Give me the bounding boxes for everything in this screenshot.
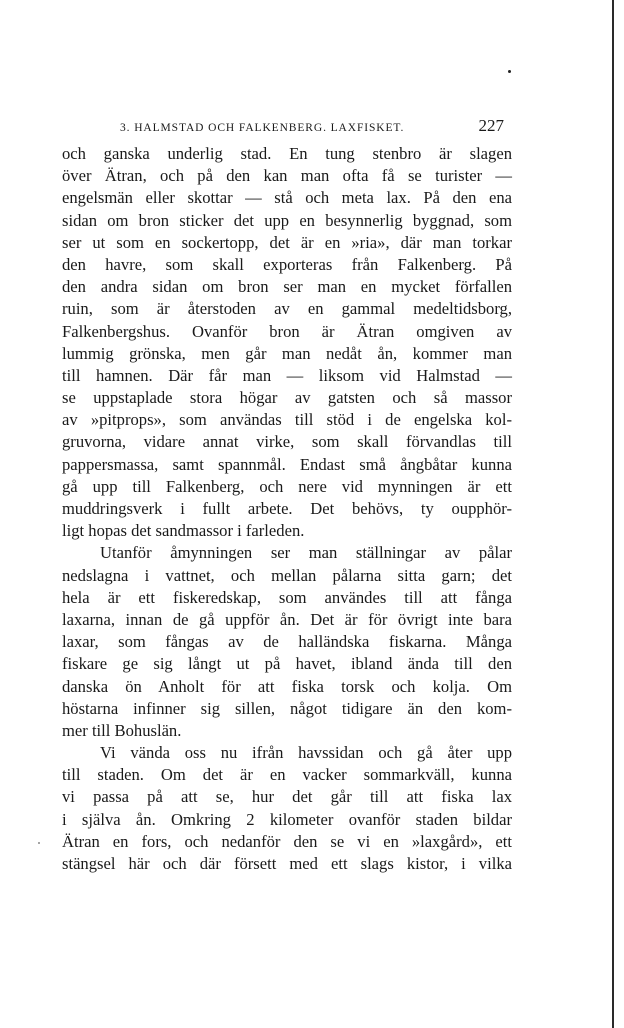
text-line: pappersmassa, samt spannmål. Endast små ångbåtar kunna: [62, 454, 512, 474]
text-line: till hamnen. Där får man — liksom vid Halmstad —: [62, 365, 512, 385]
text-line: höstarna infinner sig sillen, något tidigare än den kom-: [62, 698, 512, 718]
text-line: laxar, som fångas av de halländska fiskarna. Många: [62, 632, 512, 652]
paragraph-end-line: mer till Bohuslän.: [62, 720, 182, 740]
text-line: ser ut som en sockertopp, det är en »ria», där man torkar: [62, 232, 512, 252]
text-line: laxarna, innan de gå uppför ån. Det är för övrigt inte bara: [62, 609, 512, 629]
text-line: muddringsverk i fullt arbete. Det behövs, ty oupphör-: [62, 499, 512, 518]
text-line: av »pitprops», som användas till stöd i de engelska kol-: [62, 410, 512, 430]
text-line: vi passa på att se, hur det går till att fiska lax: [62, 787, 512, 807]
print-speck: [508, 70, 511, 73]
text-line: lummig grönska, men går man nedåt ån, kommer man: [62, 343, 512, 363]
text-line: till staden. Om det är en vacker sommarkväll, kunna: [62, 765, 512, 785]
text-line: över Ätran, och på den kan man ofta få se turister —: [62, 166, 512, 186]
text-line: i själva ån. Omkring 2 kilometer ovanför staden bildar: [62, 809, 512, 829]
text-line: danska ön Anholt för att fiska torsk och kolja. Om: [62, 676, 512, 696]
text-line: sidan om bron sticker det upp en besynnerlig byggnad, som: [62, 210, 512, 230]
text-line: se uppstaplade stora högar av gatsten och så massor: [62, 388, 512, 408]
text-line: nedslagna i vattnet, och mellan pålarna sitta garn; det: [62, 565, 512, 585]
text-line: fiskare ge sig långt ut på havet, ibland ända till den: [62, 654, 512, 674]
text-line: den andra sidan om bron ser man en mycket förfallen: [62, 277, 512, 297]
page-header: [120, 116, 504, 140]
text-line: stängsel här och där försett med ett slags kistor, i vilka: [62, 854, 512, 873]
text-line: gruvorna, vidare annat virke, som skall förvandlas till: [62, 432, 512, 452]
print-speck: [38, 842, 40, 844]
paragraph-end-line: ligt hopas det sandmassor i farleden.: [62, 521, 305, 541]
paragraph-start-line: Utanför åmynningen ser man ställningar av pålar: [100, 543, 512, 563]
text-line: ruin, som är återstoden av en gammal medeltidsborg,: [62, 299, 512, 319]
page-number: 227: [478, 116, 504, 135]
text-line: och ganska underlig stad. En tung stenbro är slagen: [62, 144, 512, 163]
text-line: gå upp till Falkenberg, och nere vid mynningen är ett: [62, 476, 512, 496]
text-line: hela är ett fiskeredskap, som användes till att fånga: [62, 587, 512, 607]
text-line: Ätran en fors, och nedanför den se vi en »laxgård», ett: [62, 831, 512, 851]
body-text: [62, 143, 512, 875]
text-line: Falkenbergshus. Ovanför bron är Ätran omgiven av: [62, 321, 512, 341]
text-line: den havre, som skall exporteras från Falkenberg. På: [62, 254, 512, 274]
text-line: engelsmän eller skottar — stå och meta lax. På den ena: [62, 188, 512, 208]
paragraph-start-line: Vi vända oss nu ifrån havssidan och gå åter upp: [100, 743, 512, 763]
running-head: 3. HALMSTAD OCH FALKENBERG. LAXFISKET.: [120, 122, 405, 134]
page-edge-border: [612, 0, 614, 1028]
